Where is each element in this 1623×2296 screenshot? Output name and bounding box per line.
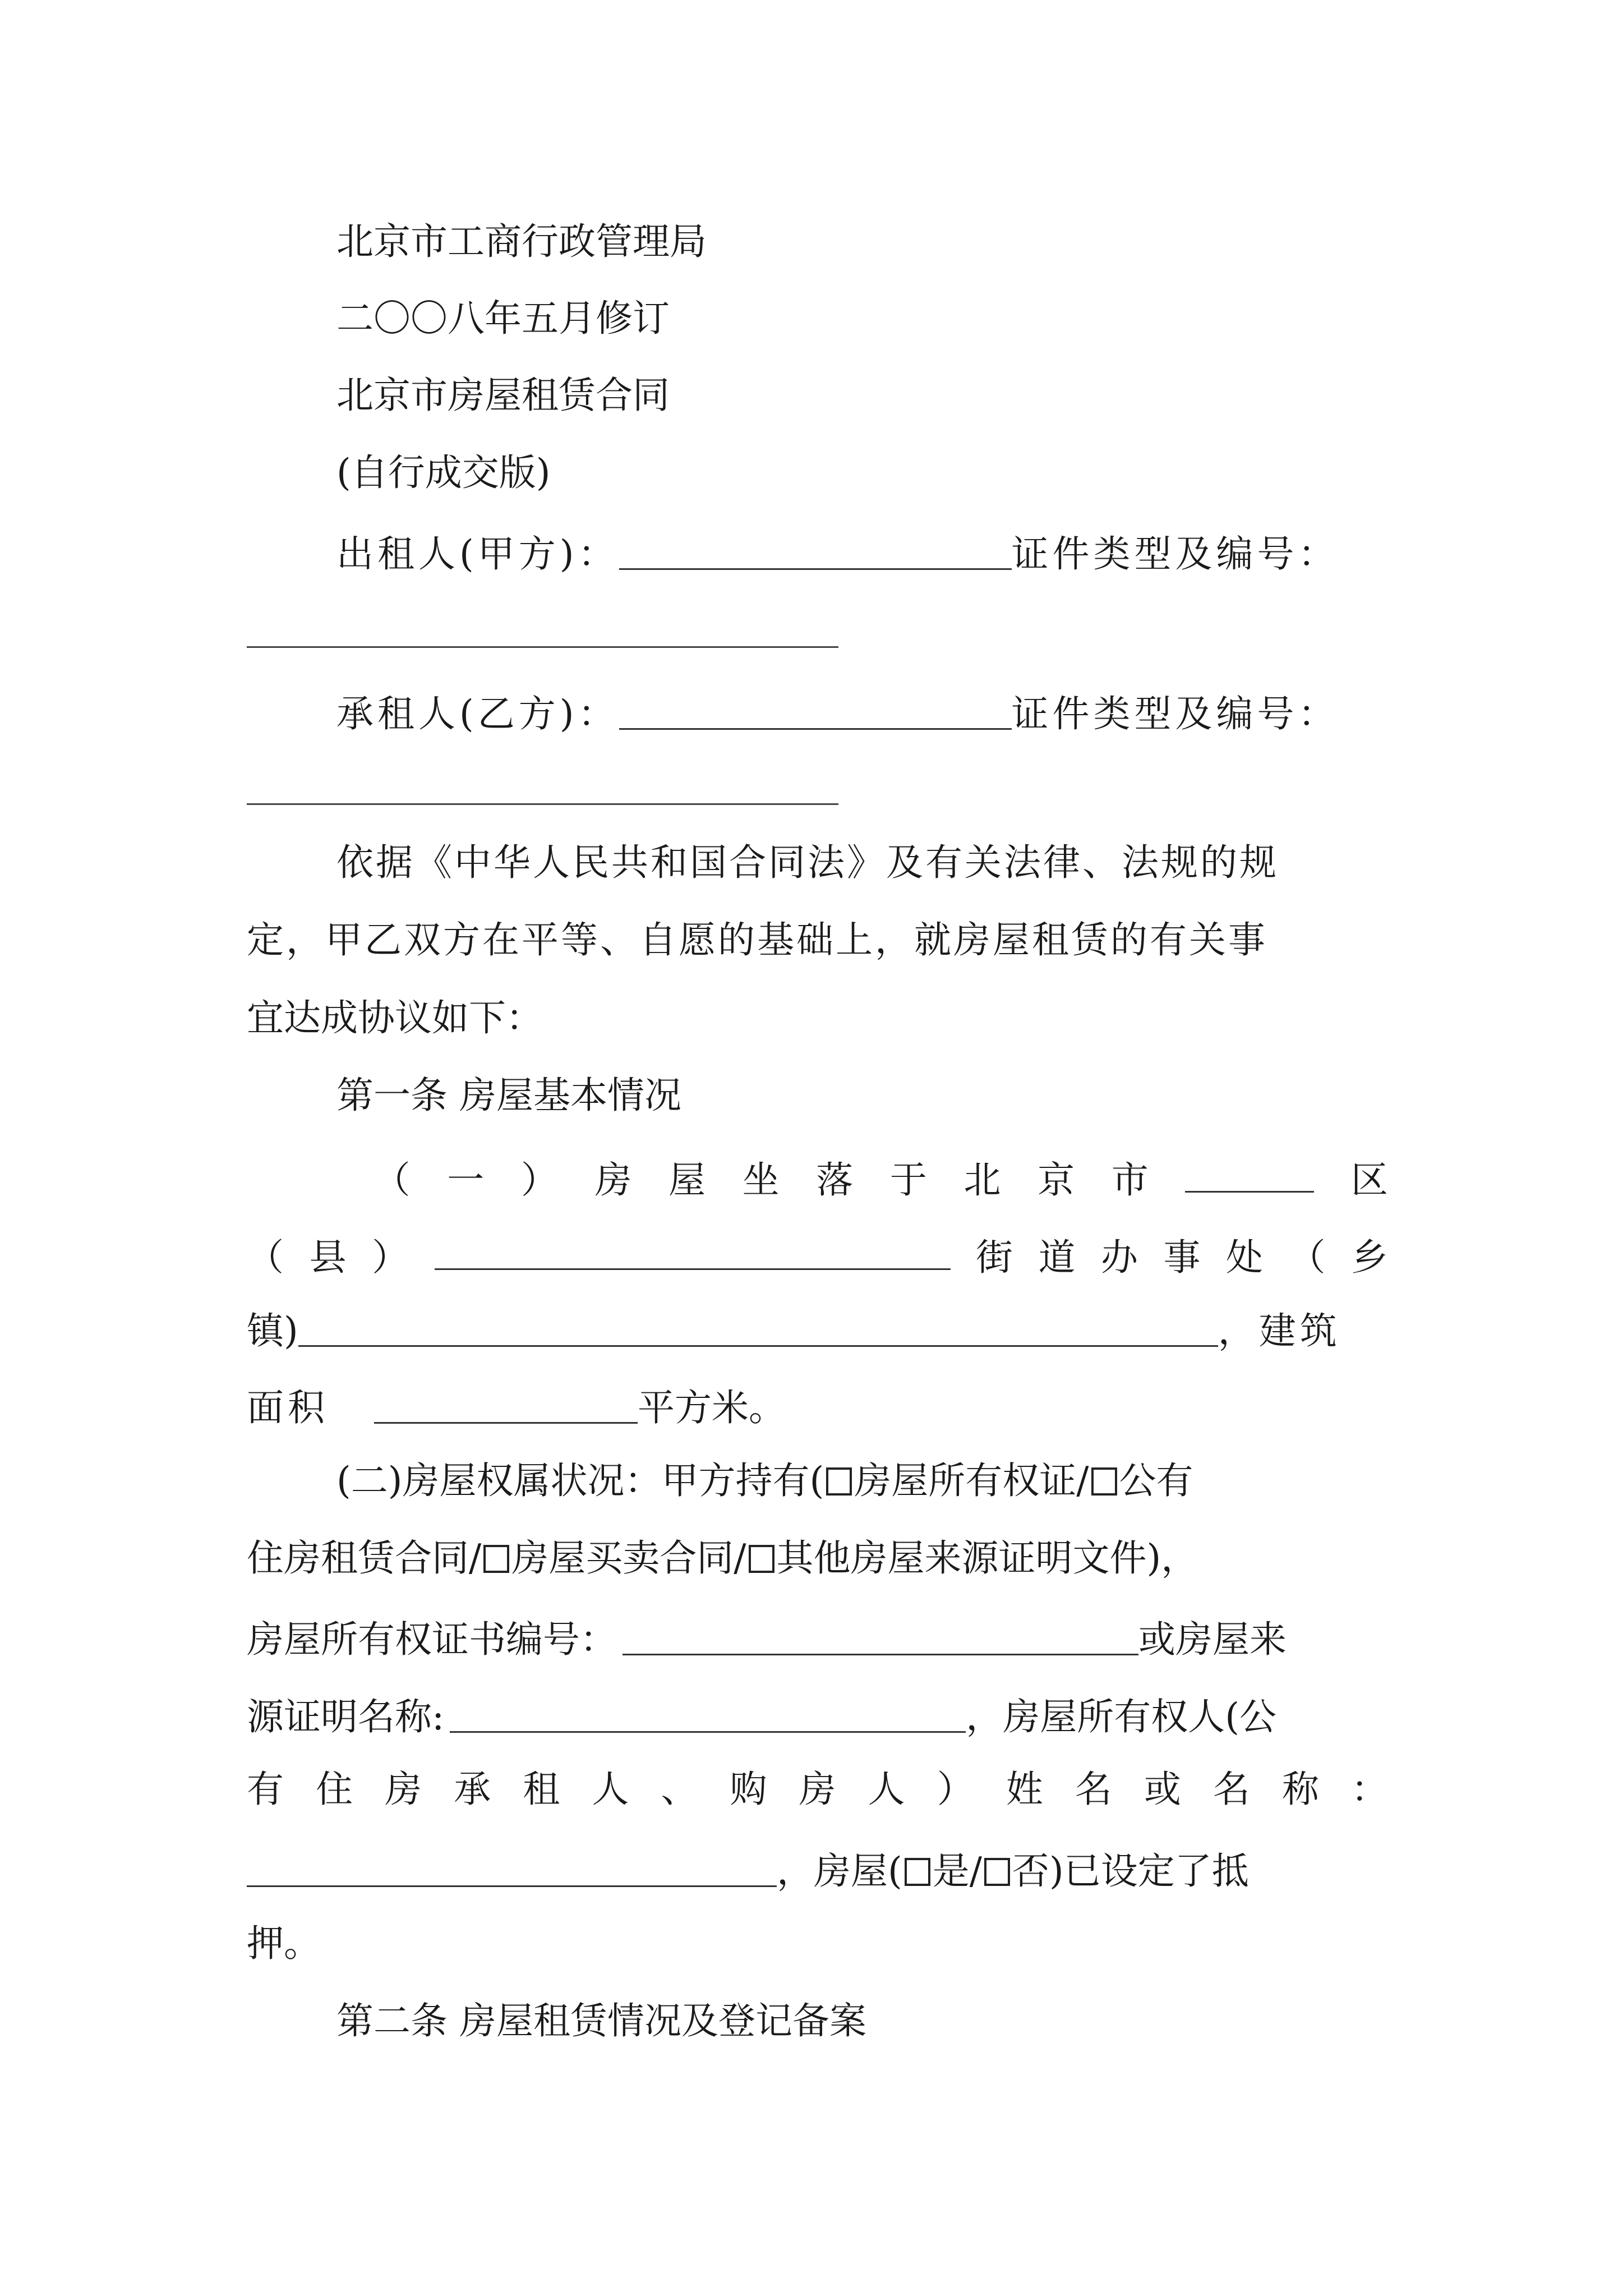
lessor-label: 出租人(甲方)： (336, 532, 619, 576)
owner-char: ： (1351, 1768, 1388, 1811)
owner-char: 住 (316, 1768, 353, 1811)
issuer: 北京市工商行政管理局 (336, 220, 707, 263)
owner-char: 姓 (1006, 1768, 1043, 1811)
owner-char: 有 (247, 1768, 284, 1811)
loc-char: 市 (1111, 1158, 1149, 1202)
owner-char: 称 (1281, 1768, 1319, 1811)
owner-label-line (247, 1768, 1388, 1811)
location-line (247, 1154, 1388, 1202)
preamble-line-1: 依据《中华人民共和国合同法》及有关法律、法规的规 (336, 841, 1279, 884)
owner-char: 人 (868, 1768, 905, 1811)
area-label: 面积 (247, 1386, 329, 1429)
cert-number-field[interactable] (623, 1617, 1138, 1655)
checkbox-ownership-cert[interactable] (826, 1467, 852, 1496)
lessee-id-label: 证件类型及编号： (1011, 692, 1339, 735)
checkbox-public-housing[interactable] (1091, 1467, 1117, 1496)
option-public-housing-cont: 住房租赁合同/ (247, 1536, 482, 1580)
loc-char: 房 (594, 1158, 632, 1202)
option-ownership-cert: 房屋所有权证/ (854, 1459, 1089, 1502)
lessee-label: 承租人(乙方)： (336, 692, 619, 735)
loc-char: 坐 (742, 1158, 780, 1202)
ownership-line-2 (247, 1536, 1198, 1580)
option-public-housing: 公有 (1119, 1459, 1193, 1502)
article-1-heading: 第一条 房屋基本情况 (336, 1074, 681, 1117)
county-char: 县 (309, 1236, 347, 1279)
county-street-line (247, 1231, 1388, 1279)
ownership-line-1 (336, 1459, 1193, 1502)
area-field[interactable] (374, 1385, 638, 1424)
owner-char: 租 (523, 1768, 560, 1811)
area-unit: 平方米。 (637, 1386, 786, 1429)
checkbox-other-source[interactable] (749, 1545, 774, 1573)
preamble-line-2: 定，甲乙双方在平等、自愿的基础上，就房屋租赁的有关事 (247, 918, 1267, 961)
source-line (247, 1694, 1276, 1736)
county-char: ） (372, 1236, 409, 1279)
county-char: （ (247, 1236, 284, 1279)
street-char: 乡 (1351, 1236, 1388, 1279)
owner-char: 房 (799, 1768, 836, 1811)
source-name-field[interactable] (450, 1694, 966, 1733)
checkbox-mortgage-yes[interactable] (905, 1858, 930, 1886)
loc-char: 北 (963, 1158, 1001, 1202)
contract-title: 北京市房屋租赁合同 (336, 374, 670, 417)
lessor-id-label: 证件类型及编号： (1011, 532, 1339, 576)
mortgage-end: 押。 (247, 1922, 321, 1965)
option-other-source: 其他房屋来源证明文件)， (776, 1536, 1198, 1580)
cert-number-line (247, 1617, 1287, 1661)
loc-char: ） (520, 1158, 558, 1202)
street-char: 办 (1101, 1236, 1138, 1279)
lessee-id-field[interactable] (247, 803, 838, 805)
lessee-name-field[interactable] (619, 691, 1012, 730)
owner-char: 承 (454, 1768, 491, 1811)
street-char: 事 (1163, 1236, 1201, 1279)
mortgage-line (247, 1848, 1249, 1893)
street-char: 处 (1226, 1236, 1263, 1279)
checkbox-mortgage-no[interactable] (984, 1858, 1010, 1886)
lessor-id-field[interactable] (247, 646, 838, 648)
revision-date: 二〇〇八年五月修订 (336, 297, 670, 340)
street-char: 道 (1038, 1236, 1076, 1279)
checkbox-sale-contract[interactable] (483, 1545, 509, 1573)
option-sale-contract: 房屋买卖合同/ (511, 1536, 746, 1580)
owner-label-start: ，房屋所有权人(公 (966, 1695, 1276, 1738)
owner-char: 人 (592, 1768, 629, 1811)
county-field[interactable] (435, 1231, 951, 1270)
source-label-start: 或房屋来 (1138, 1618, 1287, 1661)
mortgage-yes-label: 是/ (932, 1849, 982, 1893)
lessor-line (336, 531, 1339, 576)
street-char: 街 (976, 1236, 1013, 1279)
street-char: （ (1288, 1236, 1326, 1279)
owner-char: 购 (730, 1768, 767, 1811)
ownership-intro: (二)房屋权属状况：甲方持有( (336, 1459, 824, 1502)
loc-char: 于 (889, 1158, 927, 1202)
owner-char: 名 (1212, 1768, 1250, 1811)
owner-char: 房 (385, 1768, 422, 1811)
loc-char: 落 (816, 1158, 854, 1202)
loc-char: 京 (1038, 1158, 1075, 1202)
lessor-name-field[interactable] (619, 531, 1012, 570)
town-field[interactable] (298, 1308, 1218, 1347)
district-field[interactable] (1185, 1154, 1314, 1193)
source-name-label: 源证明名称: (247, 1695, 445, 1738)
loc-char: （ (373, 1158, 411, 1202)
town-line (247, 1308, 1341, 1350)
loc-char: 屋 (668, 1158, 706, 1202)
owner-char: 或 (1144, 1768, 1181, 1811)
town-label: 镇) (247, 1309, 298, 1352)
area-line (247, 1385, 786, 1427)
preamble-line-3: 宜达成协议如下： (247, 996, 543, 1039)
article-2-heading: 第二条 房屋租赁情况及登记备案 (336, 1999, 866, 2042)
cert-number-label: 房屋所有权证书编号： (247, 1618, 617, 1661)
owner-char: 、 (661, 1768, 698, 1811)
lessee-line (336, 691, 1339, 733)
owner-char: 名 (1075, 1768, 1112, 1811)
loc-char: 一 (447, 1158, 485, 1202)
mortgage-intro: ，房屋( (777, 1849, 902, 1893)
building-label: ，建筑 (1218, 1309, 1341, 1352)
district-label: 区 (1350, 1158, 1388, 1202)
owner-char: ） (937, 1768, 974, 1811)
contract-version: (自行成交版) (336, 451, 551, 494)
mortgage-no-label: 否)已设定了抵 (1012, 1849, 1249, 1893)
owner-name-field[interactable] (247, 1848, 777, 1887)
